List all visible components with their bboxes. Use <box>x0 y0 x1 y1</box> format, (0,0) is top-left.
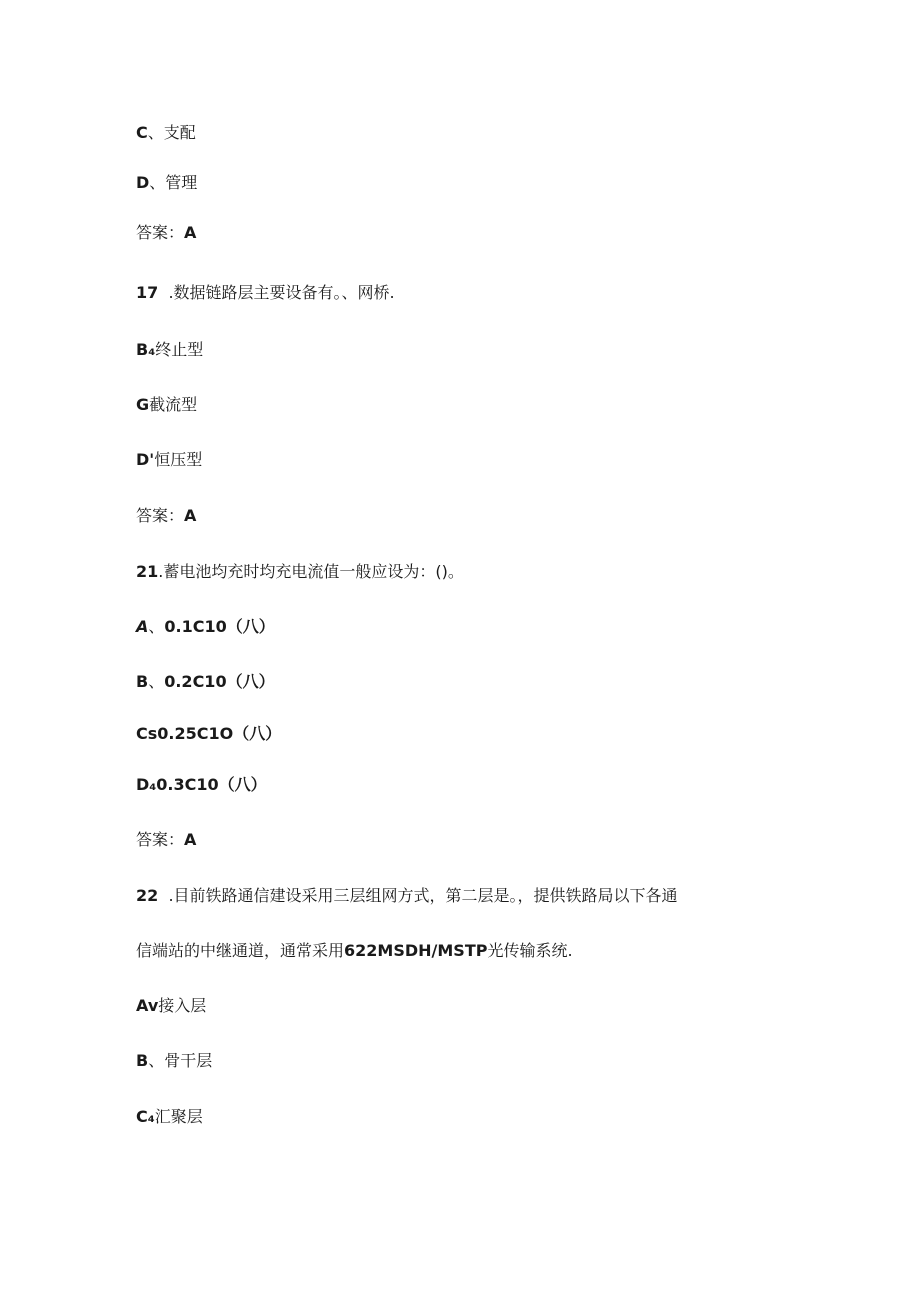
option-d-line <box>136 450 202 470</box>
question-text: .目前铁路通信建设采用三层组网方式，第二层是。，提供铁路局以下各通 <box>158 886 678 905</box>
option-text: 恒压型 <box>154 450 203 469</box>
answer-value: A <box>184 830 197 849</box>
answer-label: 答案： <box>136 506 185 525</box>
answer-line <box>136 830 196 850</box>
question-number: 17 <box>136 283 159 302</box>
option-text: 0.25C1O（八） <box>157 724 282 743</box>
question-text: .数据链路层主要设备有。、网桥. <box>158 283 395 302</box>
option-letter: D <box>136 173 150 192</box>
option-letter: B <box>136 1051 149 1070</box>
question-number: 21 <box>136 562 159 581</box>
question-term: 622MSDH/MSTP <box>344 941 488 960</box>
option-text: 汇聚层 <box>154 1107 203 1126</box>
option-letter: C <box>136 123 148 142</box>
option-letter: G <box>136 395 150 414</box>
option-separator: 、 <box>148 617 165 636</box>
question-17 <box>136 283 395 303</box>
option-letter: D₄ <box>136 775 157 794</box>
answer-value: A <box>184 506 197 525</box>
option-letter: D' <box>136 450 155 469</box>
answer-line <box>136 506 196 526</box>
option-text: 、支配 <box>147 123 196 142</box>
option-a-line <box>136 617 275 637</box>
option-text: 0.1C10（八） <box>164 617 275 636</box>
option-text: 、管理 <box>149 173 198 192</box>
question-22-continued <box>136 941 573 961</box>
question-22 <box>136 886 678 906</box>
option-g-line <box>136 395 197 415</box>
option-letter: B <box>136 672 149 691</box>
option-text: 终止型 <box>155 340 204 359</box>
answer-label: 答案： <box>136 830 185 849</box>
question-text: 光传输系统. <box>487 941 573 960</box>
question-text: .蓄电池均充时均充电流值一般应设为：()。 <box>158 562 464 581</box>
option-letter: Cs <box>136 724 158 743</box>
question-text: 信端站的中继通道，通常采用 <box>136 941 345 960</box>
option-separator: 、 <box>148 672 165 691</box>
option-letter: B₄ <box>136 340 156 359</box>
option-text: 接入层 <box>158 996 207 1015</box>
option-letter: C₄ <box>136 1107 155 1126</box>
option-text: 0.3C10（八） <box>156 775 267 794</box>
answer-line <box>136 223 196 243</box>
option-letter: Av <box>136 996 159 1015</box>
question-number: 22 <box>136 886 159 905</box>
answer-value: A <box>184 223 197 242</box>
option-letter: A <box>136 617 149 636</box>
option-a-line <box>136 996 206 1016</box>
option-text: 、骨干层 <box>148 1051 213 1070</box>
option-c-line <box>136 724 281 744</box>
option-d-line <box>136 173 197 193</box>
option-b-line <box>136 672 275 692</box>
option-b-line <box>136 340 203 360</box>
answer-label: 答案： <box>136 223 185 242</box>
option-d-line <box>136 775 267 795</box>
option-text: 截流型 <box>149 395 198 414</box>
option-c-line <box>136 123 196 143</box>
option-c-line <box>136 1107 203 1127</box>
option-text: 0.2C10（八） <box>164 672 275 691</box>
option-b-line <box>136 1051 212 1071</box>
question-21 <box>136 562 464 582</box>
